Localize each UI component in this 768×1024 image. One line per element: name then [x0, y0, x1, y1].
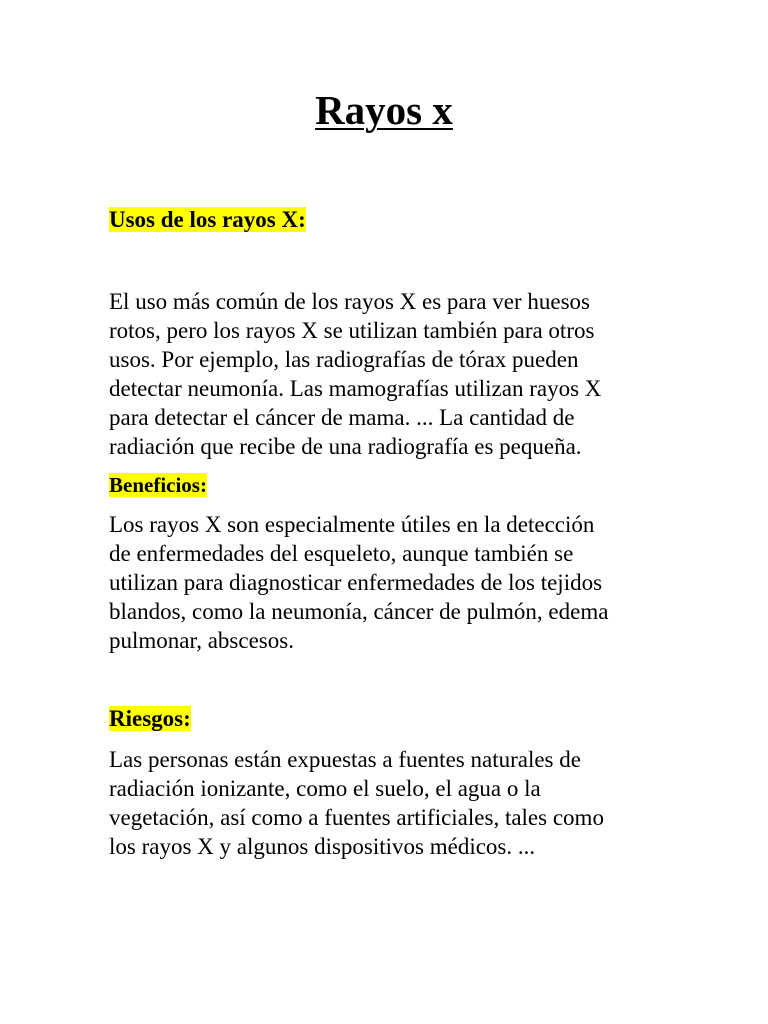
section-heading-riesgos-text: Riesgos:: [109, 706, 191, 731]
page-title-text: Rayos x: [315, 87, 453, 133]
section-heading-usos-text: Usos de los rayos X:: [109, 207, 306, 232]
section-heading-beneficios-text: Beneficios:: [109, 473, 207, 497]
section-body-usos: El uso más común de los rayos X es para ver huesos rotos, pero los rayos X se utilizan también para otros usos. Por ejemplo, las radiografías de tórax pueden detectar neumonía. Las mamografías utilizan rayos X para detectar el cáncer de mama. ... La cantidad de radiación que recibe de una radiografía es pequeña.: [109, 289, 602, 459]
section-heading-beneficios: [109, 473, 207, 497]
section-heading-usos: [109, 207, 306, 233]
section-heading-riesgos: [109, 706, 191, 732]
page-title: [0, 86, 768, 135]
section-body-riesgos: Las personas están expuestas a fuentes naturales de radiación ionizante, como el suelo, el agua o la vegetación, así como a fuentes artificiales, tales como los rayos X y algunos dispositivos médicos. ...: [109, 747, 604, 859]
section-body-beneficios: Los rayos X son especialmente útiles en la detección de enfermedades del esqueleto, aunque también se utilizan para diagnosticar enfermedades de los tejidos blandos, como la neumonía, cáncer de pulmón, edema pulmonar, abscesos.: [109, 512, 609, 653]
